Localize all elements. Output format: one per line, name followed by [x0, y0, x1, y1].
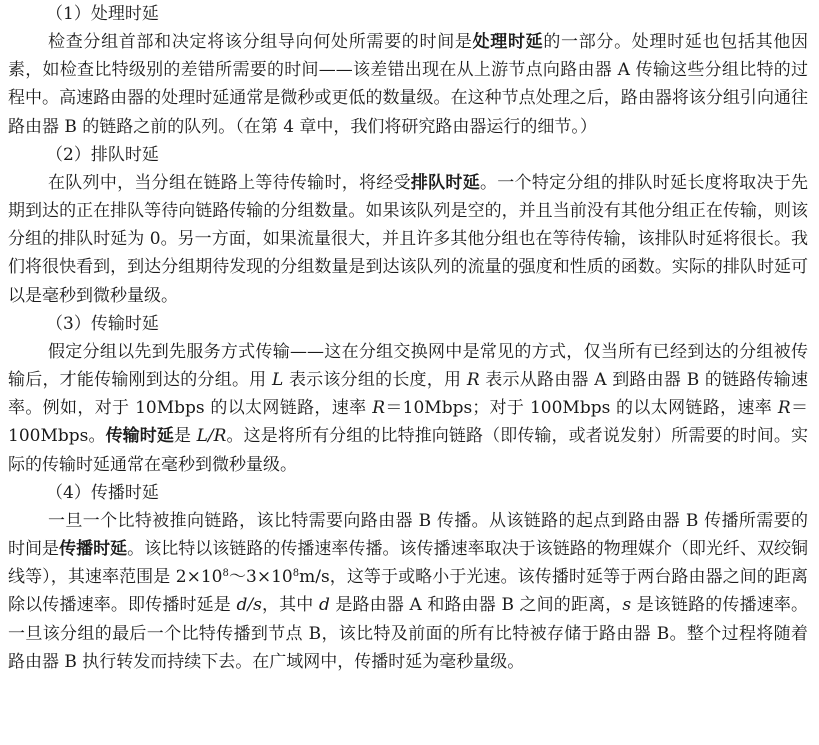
section-heading: （3）传输时延 — [46, 313, 159, 334]
text-run: 假定分组以先到先服务方式传输——这在分组交换网中是常见的方式，仅当所有已经到达的分组被传输后，才能传输刚到达的分组。用 — [8, 341, 808, 391]
section-heading: （1）处理时延 — [46, 4, 159, 24]
section-propagation-delay — [8, 479, 808, 676]
section-paragraph — [8, 28, 808, 141]
math-symbol: R — [372, 398, 385, 419]
math-symbol: d/s — [236, 595, 262, 616]
text-run: 检查分组首部和决定将该分组导向何处所需要的时间是 — [48, 32, 473, 52]
text-run: 在队列中，当分组在链路上等待传输时，将经受 — [48, 172, 411, 193]
superscript: 8 — [292, 568, 300, 580]
math-symbol: d — [318, 595, 330, 616]
text-run: 。该比特以该链路的传播速率传播。该传播速率取决于该链路的物理媒介（即光纤、双绞铜线等），其速率范围是 2×10 — [8, 539, 809, 588]
section-transmission-delay — [8, 310, 808, 479]
text-run: 是路由器 A 和路由器 B 之间的距离， — [329, 595, 623, 616]
bold-term: 排队时延 — [410, 172, 480, 193]
math-symbol: R — [777, 398, 791, 419]
text-run: ～3×10 — [228, 567, 293, 588]
document-page — [8, 0, 808, 676]
math-symbol: R — [466, 370, 480, 391]
section-paragraph — [8, 338, 808, 479]
text-run: 表示该分组的长度，用 — [283, 370, 467, 391]
math-symbol: s — [622, 595, 632, 616]
bold-term: 处理时延 — [472, 32, 544, 52]
text-run: 是 — [173, 426, 197, 447]
math-symbol: L — [272, 370, 284, 391]
math-symbol: L/R — [196, 426, 227, 447]
text-run: 表示从路由器 A 到路由器 B 的链路传输速率。例如，对于 10Mbps 的以太网链路，速率 — [8, 370, 808, 419]
text-run: ，其中 — [261, 595, 319, 616]
text-run: 。这是将所有分组的比特推向链路（即传输，或者说发射）所需要的时间。实际的传输时延通常在毫秒到微秒量级。 — [8, 426, 809, 475]
text-run: 是该链路的传播速率。一旦该分组的最后一个比特传播到节点 B，该比特及前面的所有比特被存储于路由器 B。整个过程将随着路由器 B 执行转发而持续下去。在广域网中，传播时延为毫秒量级。 — [8, 595, 809, 672]
text-run: ＝10Mbps；对于 100Mbps 的以太网链路，速率 — [385, 398, 778, 419]
section-heading: （4）传播时延 — [46, 482, 159, 503]
text-run: 。一个特定分组的排队时延长度将取决于先期到达的正在排队等待向链路传输的分组数量。如果该队列是空的，并且当前没有其他分组正在传输，则该分组的排队时延为 0。另一方面，如果流量很大，并且许多其他分组也在等待传输，该排队时延将很长。我们将很快看到，到达分组期待发现的分组数量是到达该队列的流量的强度和性质的函数。实际的排队时延可以是毫秒到微秒量级。 — [8, 172, 809, 306]
superscript: 8 — [222, 568, 229, 580]
text-run: 的一部分。处理时延也包括其他因素，如检查比特级别的差错所需要的时间——该差错出现在从上游节点向路由器 A 传输这些分组比特的过程中。高速路由器的处理时延通常是微秒或更低的数量级。在这种节点处理之后，路由器将该分组引向通往路由器 B 的链路之前的队列。（在第 4 章中，我们将研究路由器运行的细节。） — [8, 32, 809, 137]
text-run: ＝100Mbps。 — [8, 398, 808, 447]
section-paragraph — [8, 169, 808, 310]
section-heading: （2）排队时延 — [46, 144, 159, 165]
section-queuing-delay — [8, 141, 808, 310]
bold-term: 传输时延 — [105, 426, 174, 447]
text-run: m/s，这等于或略小于光速。该传播时延等于两台路由器之间的距离除以传播速率。即传播时延是 — [8, 567, 808, 616]
section-paragraph — [8, 507, 808, 676]
text-run: 一旦一个比特被推向链路，该比特需要向路由器 B 传播。从该链路的起点到路由器 B 传播所需要的时间是 — [8, 510, 808, 560]
bold-term: 传播时延 — [59, 539, 128, 560]
section-processing-delay — [8, 0, 808, 141]
